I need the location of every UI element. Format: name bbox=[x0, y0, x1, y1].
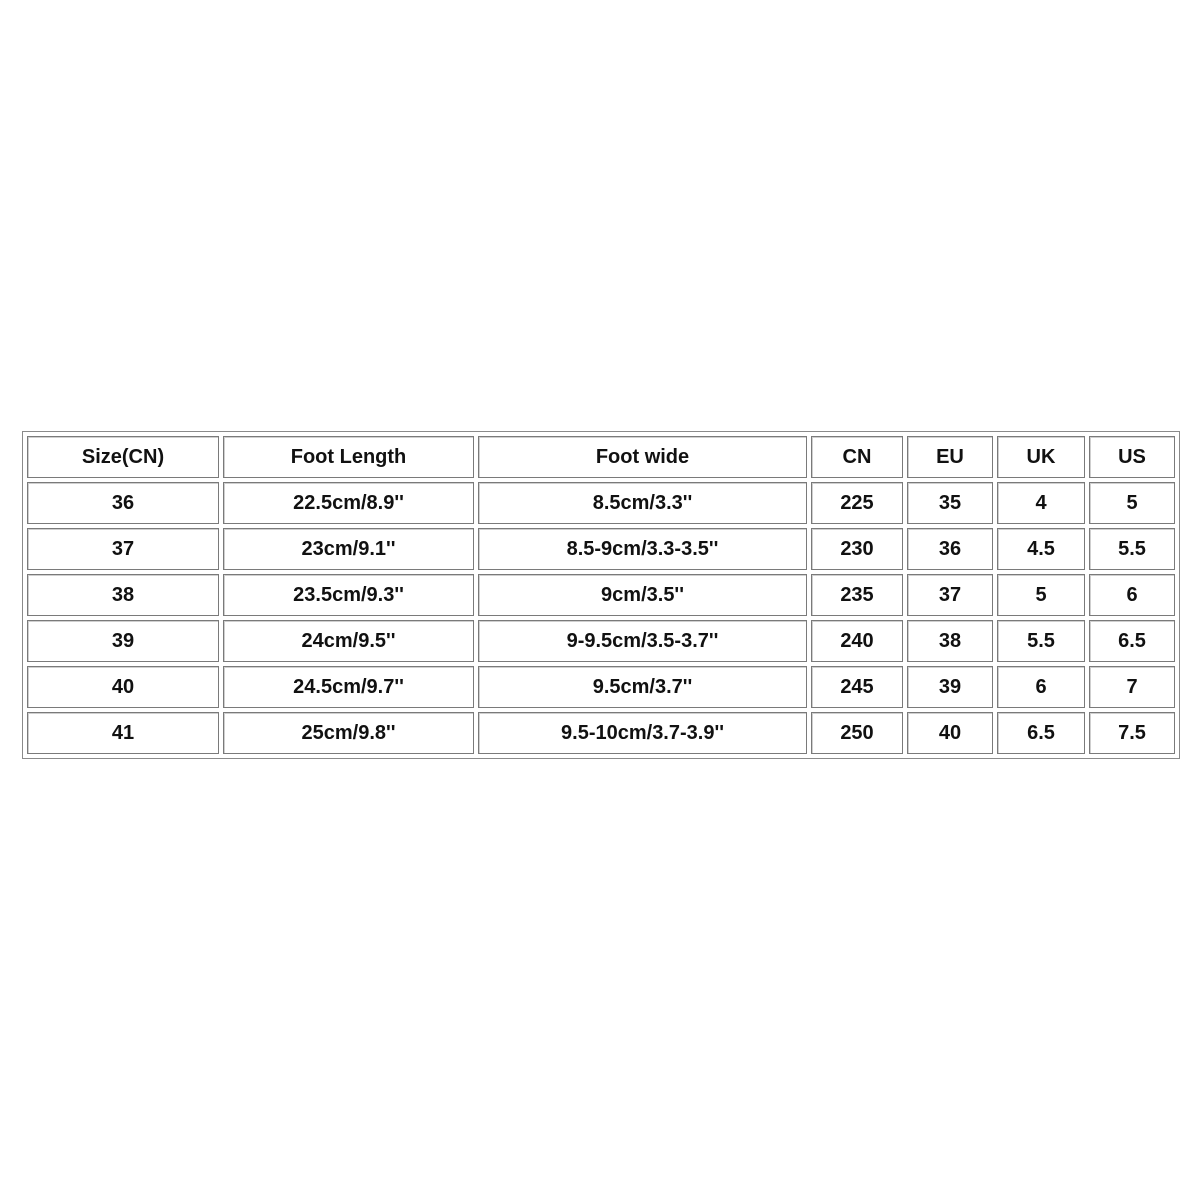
cell-foot-wide: 9.5-10cm/3.7-3.9'' bbox=[478, 712, 807, 754]
header-us: US bbox=[1089, 436, 1175, 478]
table-row bbox=[27, 712, 1175, 754]
cell-us: 7 bbox=[1089, 666, 1175, 708]
cell-cn: 235 bbox=[811, 574, 903, 616]
cell-uk: 6.5 bbox=[997, 712, 1085, 754]
cell-foot-length: 22.5cm/8.9'' bbox=[223, 482, 474, 524]
cell-size-cn: 36 bbox=[27, 482, 219, 524]
cell-foot-length: 23cm/9.1'' bbox=[223, 528, 474, 570]
header-cn: CN bbox=[811, 436, 903, 478]
cell-foot-wide: 9-9.5cm/3.5-3.7'' bbox=[478, 620, 807, 662]
table-row bbox=[27, 620, 1175, 662]
cell-foot-length: 24cm/9.5'' bbox=[223, 620, 474, 662]
cell-us: 7.5 bbox=[1089, 712, 1175, 754]
cell-uk: 4.5 bbox=[997, 528, 1085, 570]
table-row bbox=[27, 482, 1175, 524]
cell-us: 5 bbox=[1089, 482, 1175, 524]
cell-size-cn: 40 bbox=[27, 666, 219, 708]
cell-uk: 5.5 bbox=[997, 620, 1085, 662]
cell-foot-wide: 8.5-9cm/3.3-3.5'' bbox=[478, 528, 807, 570]
size-chart-table bbox=[22, 431, 1180, 759]
cell-size-cn: 41 bbox=[27, 712, 219, 754]
cell-cn: 225 bbox=[811, 482, 903, 524]
cell-cn: 230 bbox=[811, 528, 903, 570]
cell-uk: 5 bbox=[997, 574, 1085, 616]
cell-cn: 250 bbox=[811, 712, 903, 754]
cell-eu: 40 bbox=[907, 712, 993, 754]
table-row bbox=[27, 666, 1175, 708]
header-row bbox=[27, 436, 1175, 478]
cell-foot-length: 24.5cm/9.7'' bbox=[223, 666, 474, 708]
table-row bbox=[27, 574, 1175, 616]
cell-size-cn: 38 bbox=[27, 574, 219, 616]
cell-us: 5.5 bbox=[1089, 528, 1175, 570]
cell-foot-wide: 8.5cm/3.3'' bbox=[478, 482, 807, 524]
header-foot-wide: Foot wide bbox=[478, 436, 807, 478]
table-row bbox=[27, 528, 1175, 570]
cell-uk: 6 bbox=[997, 666, 1085, 708]
cell-eu: 39 bbox=[907, 666, 993, 708]
cell-uk: 4 bbox=[997, 482, 1085, 524]
header-uk: UK bbox=[997, 436, 1085, 478]
cell-us: 6.5 bbox=[1089, 620, 1175, 662]
cell-size-cn: 37 bbox=[27, 528, 219, 570]
cell-foot-wide: 9.5cm/3.7'' bbox=[478, 666, 807, 708]
cell-eu: 35 bbox=[907, 482, 993, 524]
cell-eu: 38 bbox=[907, 620, 993, 662]
cell-foot-wide: 9cm/3.5'' bbox=[478, 574, 807, 616]
cell-foot-length: 25cm/9.8'' bbox=[223, 712, 474, 754]
cell-size-cn: 39 bbox=[27, 620, 219, 662]
cell-cn: 240 bbox=[811, 620, 903, 662]
cell-cn: 245 bbox=[811, 666, 903, 708]
header-eu: EU bbox=[907, 436, 993, 478]
header-foot-length: Foot Length bbox=[223, 436, 474, 478]
cell-eu: 37 bbox=[907, 574, 993, 616]
cell-foot-length: 23.5cm/9.3'' bbox=[223, 574, 474, 616]
header-size-cn: Size(CN) bbox=[27, 436, 219, 478]
cell-eu: 36 bbox=[907, 528, 993, 570]
cell-us: 6 bbox=[1089, 574, 1175, 616]
